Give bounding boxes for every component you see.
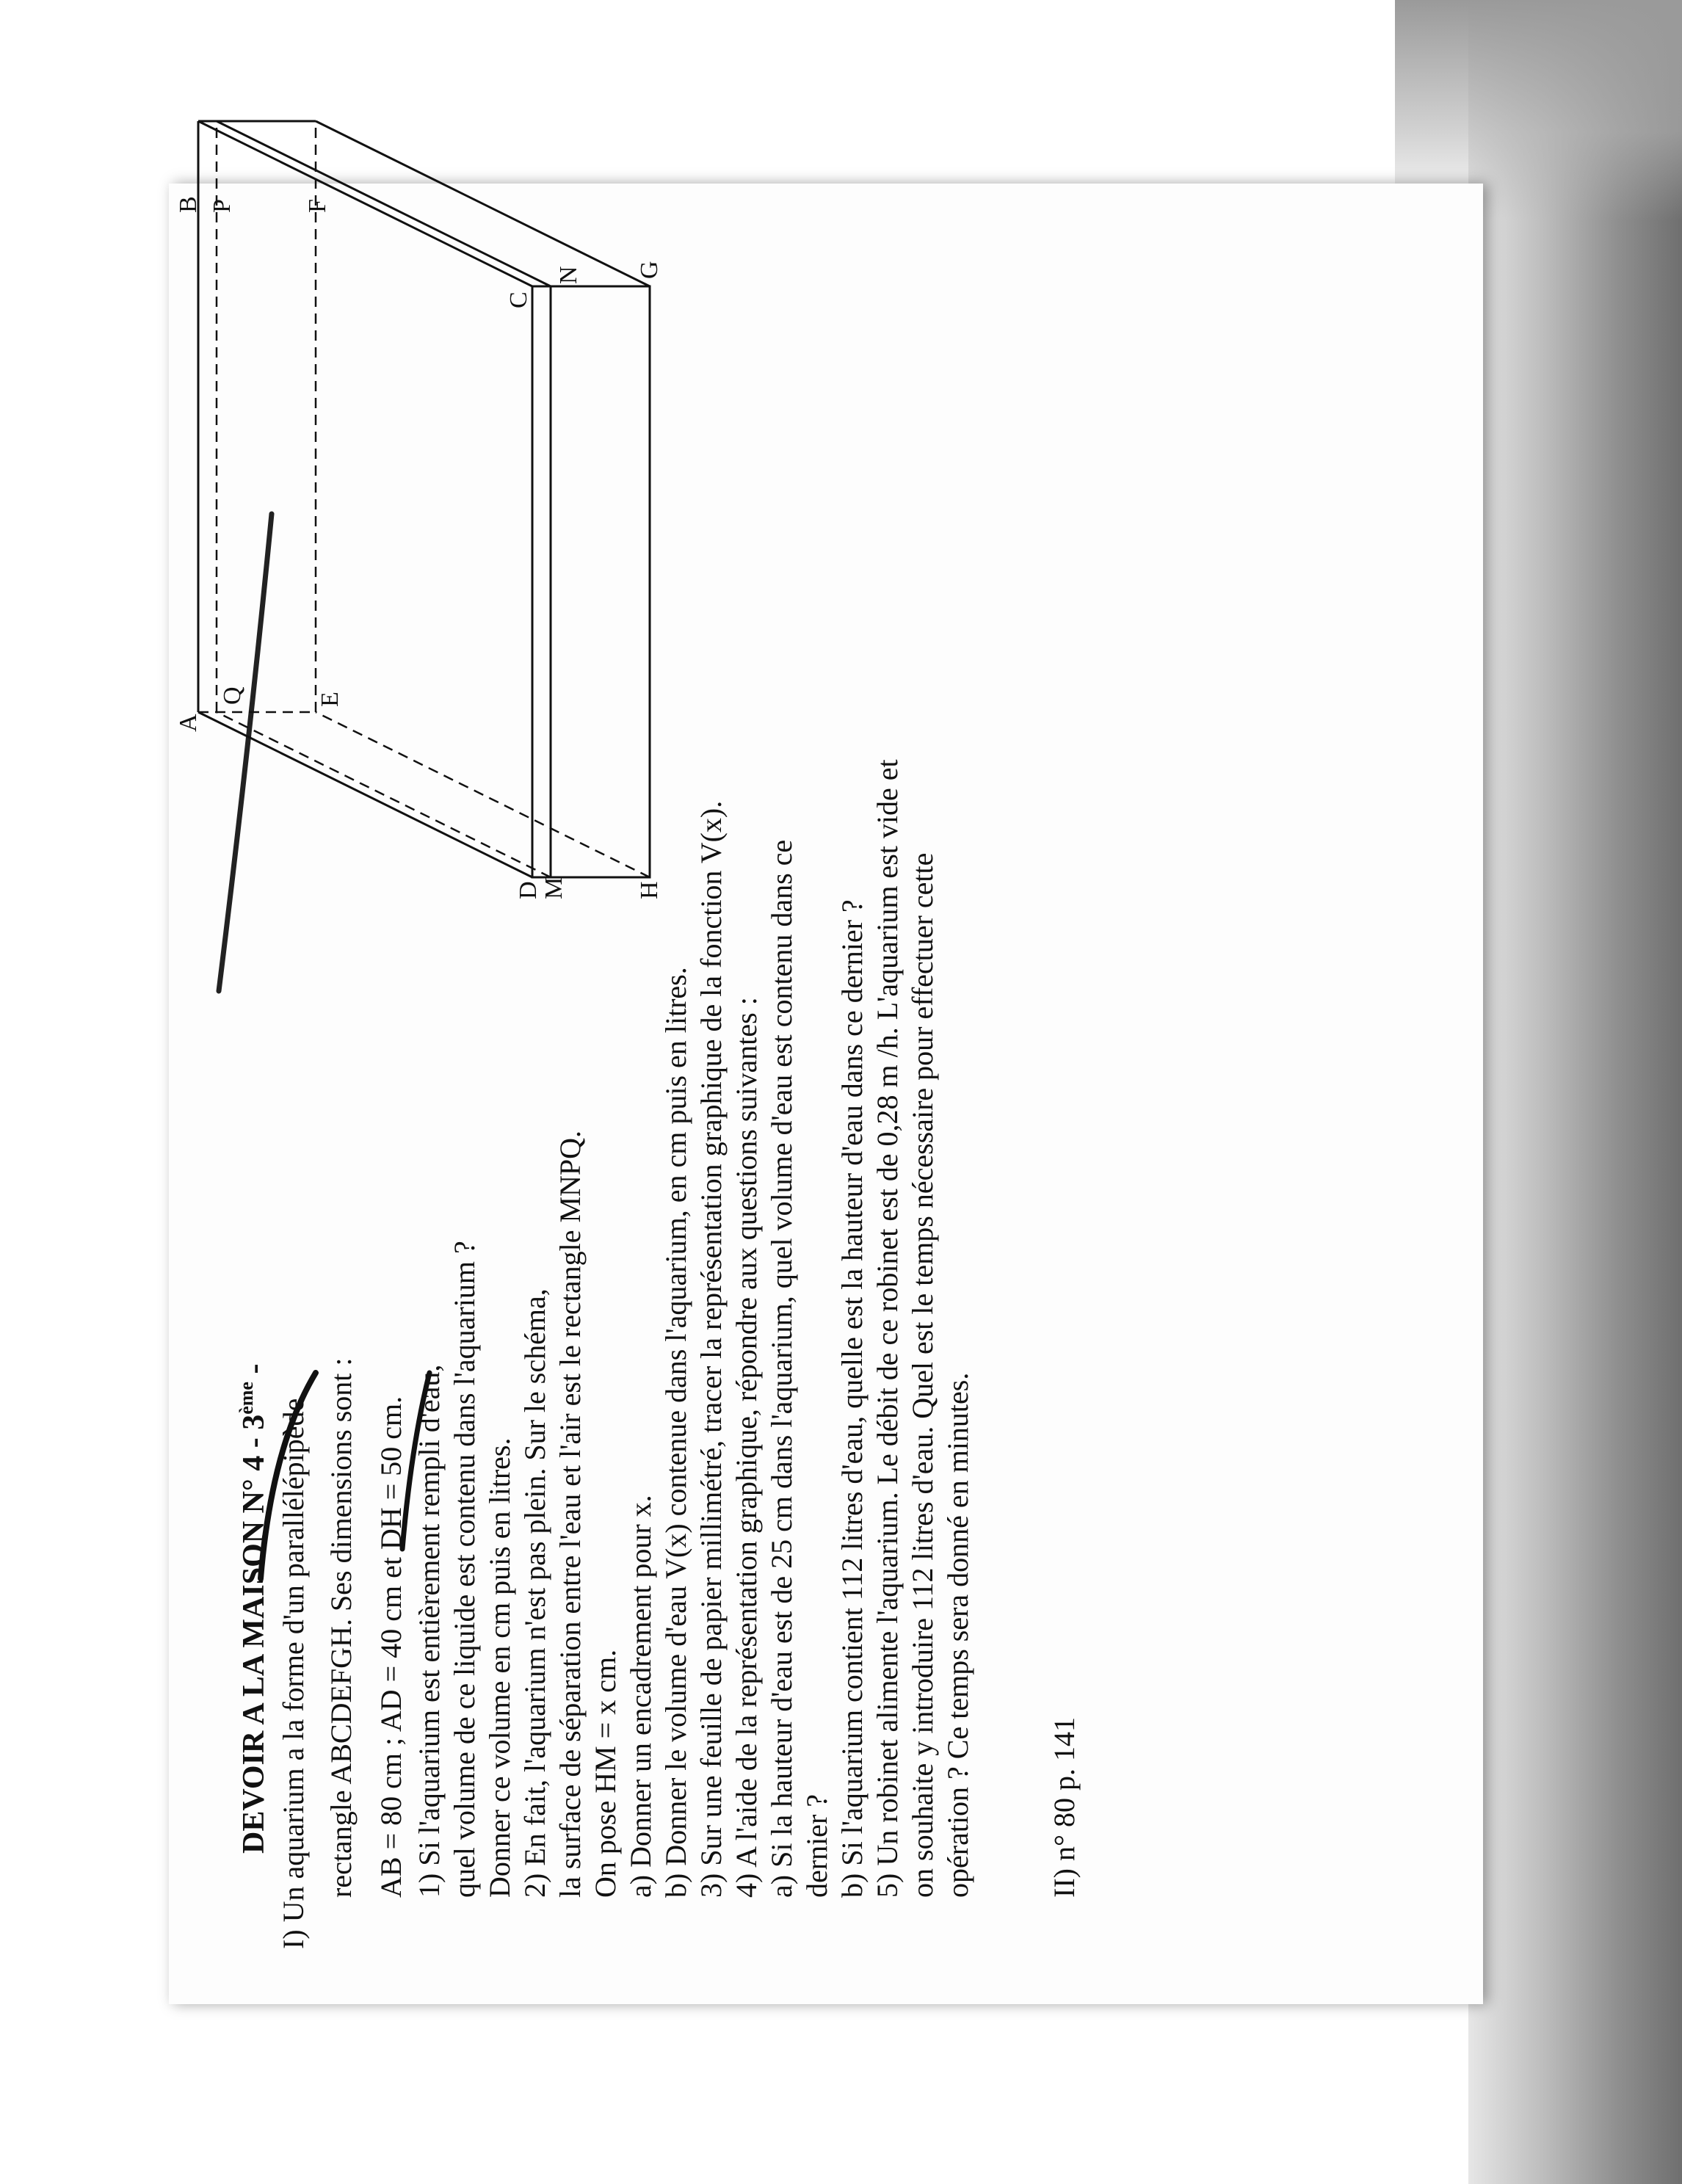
label-C: C: [505, 291, 532, 308]
label-F: F: [304, 199, 331, 213]
scanner-shadow: [1468, 0, 1682, 2184]
label-N: N: [555, 266, 582, 284]
line-q4a: a) Si la hauteur d'eau est de 25 cm dans l'aquarium, quel volume d'eau est contenu dans ce: [765, 839, 798, 1898]
edge-waterline-side: [217, 121, 551, 286]
line-q2b: b) Donner le volume d'eau V(x) contenue dans l'aquarium, en cm puis en litres.: [659, 967, 692, 1898]
aquarium-diagram: [175, 196, 663, 899]
label-H: H: [636, 881, 663, 899]
label-B: B: [175, 196, 202, 213]
label-Q: Q: [219, 686, 246, 705]
label-P: P: [209, 199, 236, 213]
line-q5: 5) Un robinet alimente l'aquarium. Le débit de ce robinet est de 0,28 m /h. L'aquarium est vide et: [871, 759, 904, 1898]
label-M: M: [540, 877, 568, 899]
edge-MQ-hidden: [217, 712, 551, 877]
line-q4: 4) A l'aide de la représentation graphique, répondre aux questions suivantes :: [730, 997, 763, 1898]
line-q1-c: Donner ce volume en cm puis en litres.: [483, 1437, 516, 1898]
line-intro-2: rectangle ABCDEFGH. Ses dimensions sont :: [325, 1357, 358, 1898]
line-q4b: b) Si l'aquarium contient 112 litres d'eau, quelle est la hauteur d'eau dans ce dernier ?: [835, 899, 869, 1898]
line-q2-b: la surface de séparation entre l'eau et l'air est le rectangle MNPQ.: [554, 1130, 587, 1898]
rotated-content: [175, 196, 1112, 1949]
line-dimensions: AB = 80 cm ; AD = 40 cm et DH = 50 cm.: [374, 1396, 407, 1898]
line-q2: 2) En fait, l'aquarium n'est pas plein. Sur le schéma,: [518, 1288, 551, 1898]
line-q5-c: opération ? Ce temps sera donné en minutes.: [941, 1372, 974, 1898]
line-q4a-b: dernier ?: [800, 1793, 833, 1898]
line-q5-b: on souhaite y introduire 112 litres d'eau. Quel est le temps nécessaire pour effectuer cette: [906, 852, 939, 1898]
line-q2a: a) Donner un encadrement pour x.: [624, 1495, 657, 1898]
label-A: A: [175, 714, 202, 732]
title-text: DEVOIR A LA MAISON N° 4 - 3: [237, 1414, 271, 1854]
label-D: D: [515, 881, 542, 899]
title-superscript: ème: [236, 1382, 257, 1415]
title-end: -: [237, 1363, 271, 1382]
line-intro-1: I) Un aquarium a la forme d'un parallélépipède: [277, 1398, 310, 1949]
line-q2-c: On pose HM = x cm.: [589, 1649, 622, 1898]
line-q3: 3) Sur une feuille de papier millimétré, tracer la représentation graphique de la fonction V(x).: [695, 800, 728, 1898]
line-exercise-2: II) n° 80 p. 141: [1048, 1717, 1081, 1898]
page-title: [236, 1363, 271, 1854]
line-q1: 1) Si l'aquarium est entièrement rempli d'eau,: [413, 1364, 446, 1898]
label-G: G: [636, 261, 663, 279]
line-q1-b: quel volume de ce liquide est contenu dans l'aquarium ?: [448, 1241, 481, 1898]
label-E: E: [316, 692, 344, 707]
